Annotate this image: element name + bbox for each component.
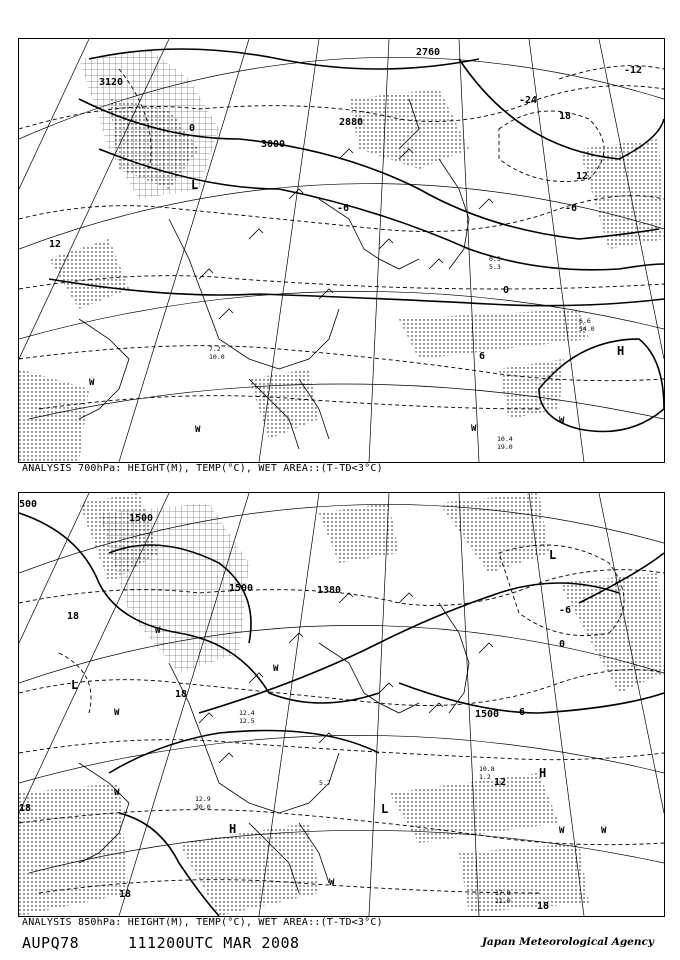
contour-label: -6	[565, 203, 578, 214]
contour-label: 3000	[261, 139, 286, 150]
contour-label: 500	[19, 499, 38, 510]
station-value: 5.7	[319, 779, 331, 787]
low-pressure-symbol: L	[381, 802, 389, 816]
warm-symbol: W	[114, 708, 120, 718]
station-value: 11.0	[495, 897, 511, 905]
contour-label: -12	[624, 65, 643, 76]
map-850hpa-chart	[19, 493, 664, 916]
contour-label: 18	[559, 111, 572, 122]
warm-symbol: W	[89, 378, 95, 388]
station-value: 7.2	[209, 345, 221, 353]
map-700hpa-chart	[19, 39, 664, 462]
station-value: 0.3	[489, 255, 501, 263]
high-pressure-symbol: H	[229, 822, 237, 836]
agency-name: Japan Meteorological Agency	[481, 936, 654, 948]
station-value: 10.0	[209, 353, 225, 361]
warm-symbol: W	[601, 826, 607, 836]
station-value: 14.0	[579, 325, 595, 333]
caption-850hpa: ANALYSIS 850hPa: HEIGHT(M), TEMP(°C), WET AREA::(T-TD<3°C)	[22, 917, 383, 928]
station-value: 30.0	[195, 803, 211, 811]
contour-label: 18	[119, 889, 132, 900]
contour-label: 12	[576, 171, 589, 182]
contour-label: 0	[189, 123, 196, 134]
warm-symbol: W	[155, 626, 161, 636]
chart-code: AUPQ78	[22, 934, 80, 952]
station-value: 5.3	[489, 263, 501, 271]
contour-label: 1500	[129, 513, 154, 524]
station-value: 6.6	[579, 317, 591, 325]
map-panel-850hpa	[18, 492, 665, 917]
contour-label: 6	[479, 351, 486, 362]
station-value: 12.4	[239, 709, 255, 717]
contour-label: 6	[519, 707, 526, 718]
graticule	[19, 39, 664, 462]
high-pressure-symbol: H	[617, 344, 625, 358]
warm-symbol: W	[559, 826, 565, 836]
analysis-datetime: 111200UTC MAR 2008	[128, 934, 300, 952]
warm-symbol: W	[195, 425, 201, 435]
warm-symbol: W	[273, 664, 279, 674]
high-pressure-symbol: H	[539, 766, 547, 780]
contour-label: 18	[537, 901, 550, 912]
contour-label: 1500	[229, 583, 254, 594]
contour-label: -24	[519, 95, 538, 106]
station-value: 17.8	[495, 889, 511, 897]
map-panel-700hpa	[18, 38, 665, 463]
station-value: 10.8	[479, 765, 495, 773]
warm-symbol: W	[471, 424, 477, 434]
warm-symbol: W	[559, 416, 565, 426]
low-pressure-symbol: L	[71, 678, 79, 692]
contour-label: 1380	[317, 585, 342, 596]
station-value: 19.0	[497, 443, 513, 451]
contour-label: 12	[494, 777, 507, 788]
contour-label: 18	[67, 611, 80, 622]
wet-areas	[19, 493, 664, 916]
contour-label: 0	[503, 285, 510, 296]
contour-label: -6	[337, 203, 350, 214]
station-value: 10.4	[497, 435, 513, 443]
contour-label: 1500	[475, 709, 500, 720]
warm-symbol: W	[329, 878, 335, 888]
caption-700hpa: ANALYSIS 700hPa: HEIGHT(M), TEMP(°C), WET AREA::(T-TD<3°C)	[22, 463, 383, 474]
low-pressure-symbol: L	[549, 548, 557, 562]
contour-label: 3120	[99, 77, 124, 88]
low-pressure-symbol: L	[191, 178, 199, 192]
station-value: 1.2	[479, 773, 491, 781]
contour-label: -6	[559, 605, 572, 616]
warm-symbol: W	[114, 788, 120, 798]
station-value: 12.5	[239, 717, 255, 725]
contour-label: 2880	[339, 117, 364, 128]
contour-label: 2760	[416, 47, 441, 58]
contour-label: 18	[19, 803, 32, 814]
contour-label: 12	[49, 239, 62, 250]
contour-label: 18	[175, 689, 188, 700]
contour-label: 0	[559, 639, 566, 650]
station-value: 12.9	[195, 795, 211, 803]
